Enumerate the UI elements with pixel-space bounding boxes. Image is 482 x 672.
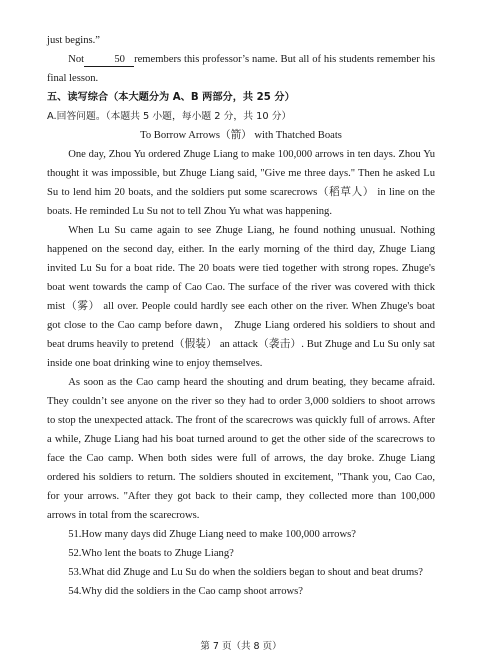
exam-page — [47, 31, 435, 601]
fill-in-prefix: Not — [68, 54, 85, 65]
part-a-instructions: A.回答问题。（本题共 5 小题，每小题 2 分，共 10 分） — [47, 111, 292, 122]
article-paragraph: One day, Zhou Yu ordered Zhuge Liang to make 100,000 arrows in ten days. Zhou Yu thought it was impossible, but Zhuge Liang said, "Give me three days." Then he asked Lu Su to lend him 20 boats, and the soldiers put some scarecrows（稻草人） in line on the boats. He reminded Lu Su not to tell Zhou Yu what was happening. — [47, 149, 435, 217]
article-title: To Borrow Arrows（箭） with Thatched Boats — [140, 130, 342, 141]
fill-in-sentence — [47, 50, 435, 88]
article-paragraph: As soon as the Cao camp heard the shouting and drum beating, they became afraid. They couldn’t see anyone on the river so they had to order 3,000 soldiers to shoot arrows to stop the unexpected attack. The front of the scarecrows was quickly full of arrows. After a while, Zhuge Liang had his boat turned around to get the other side of the scarecrows to face the Cao camp. When both sides were full of arrows, the day broke. Zhuge Liang ordered his soldiers to return. The soldiers shouted in excitement, "Thank you, Cao Cao, for your arrows. "After they got back to their camp, they collected more than 100,000 arrows in total from the scarecrows. — [47, 377, 435, 521]
page-footer: 第 7 页（共 8 页） — [200, 641, 282, 652]
article-paragraph: When Lu Su came again to see Zhuge Liang, he found nothing unusual. Nothing happened on the second day, either. In the early morning of the third day, Zhuge Liang invited Lu Su for a boat ride. The 20 boats were tied together with strong ropes. Zhuge's boat went towards the camp of Cao Cao. The surface of the river was covered with thick mist（雾） all over. People could hardly see each other on the river. When Zhuge's boat got close to the Cao camp before dawn， Zhuge Liang ordered his soldiers to shout and beat drums heavily to pretend（假装） an attack（袭击）. But Zhuge and Lu Su only sat inside one boat drinking wine to enjoy themselves. — [47, 225, 435, 369]
previous-passage-ending: just begins.” — [47, 35, 100, 46]
answer-blank: 50 — [84, 53, 134, 67]
question-52: 52.Who lent the boats to Zhuge Liang? — [68, 548, 234, 559]
fill-in-suffix: remembers this professor’s name. But all of his students remember his final lesson. — [47, 54, 435, 84]
question-54: 54.Why did the soldiers in the Cao camp shoot arrows? — [68, 586, 303, 597]
question-51: 51.How many days did Zhuge Liang need to make 100,000 arrows? — [68, 529, 356, 540]
question-53: 53.What did Zhuge and Lu Su do when the soldiers began to shout and beat drums? — [68, 567, 424, 578]
section-title: 五、读写综合（本大题分为 A、B 两部分，共 25 分） — [47, 92, 295, 103]
